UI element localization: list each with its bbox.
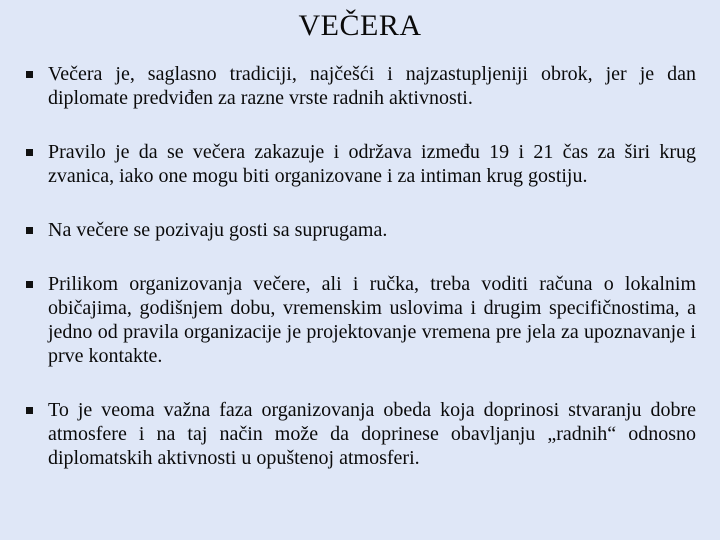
square-bullet-icon [26,227,33,234]
bullet-text: Pravilo je da se večera zakazuje i održava između 19 i 21 čas za širi krug zvanica, iako one mogu biti organizovane i za intiman krug gostiju. [48,141,696,187]
square-bullet-icon [26,71,33,78]
square-bullet-icon [26,407,33,414]
bullet-text: Prilikom organizovanja večere, ali i ručka, treba voditi računa o lokalnim običajima, godišnjem dobu, vremenskim uslovima i drugim specifičnostima, a jedno od pravila organizacije je projektovanje vremena pre jela za upoznavanje i prve kontakte. [48,273,696,367]
bullet-item [20,218,696,242]
bullet-text: Na večere se pozivaju gosti sa suprugama. [48,219,388,241]
square-bullet-icon [26,149,33,156]
bullet-item [20,398,696,470]
bullet-text: To je veoma važna faza organizovanja obeda koja doprinosi stvaranju dobre atmosfere i na taj način može da doprinese obavljanju „radnih“ odnosno diplomatskih aktivnosti u opuštenoj atmosferi. [48,399,696,469]
bullet-item [20,140,696,188]
bullet-item [20,62,696,110]
bullet-item [20,272,696,368]
square-bullet-icon [26,281,33,288]
bullet-list [20,62,696,470]
bullet-text: Večera je, saglasno tradiciji, najčešći i najzastupljeniji obrok, jer je dan diplomate predviđen za razne vrste radnih aktivnosti. [48,63,696,109]
slide-title: VEČERA [298,9,422,42]
